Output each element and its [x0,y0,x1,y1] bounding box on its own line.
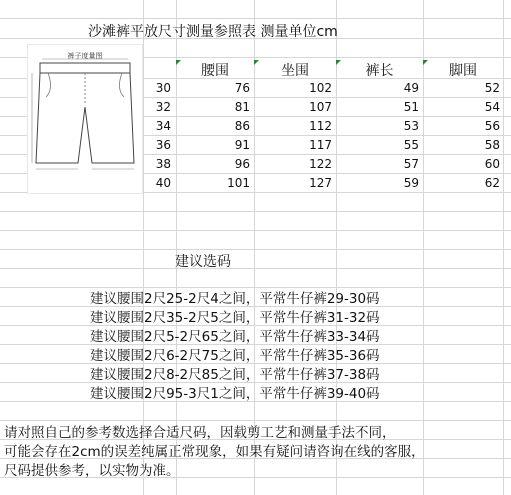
hip-cell: 127 [309,176,332,190]
size-cell: 36 [155,138,171,152]
recommendation-item: 建议腰围2尺6-2尺75之间，平常牛仔裤35-36码 [90,348,380,364]
cell-comment-marker [336,60,341,65]
note-line: 可能会存在2cm的误差纯属正常现象，如果有疑问请咨询在线的客服， [4,444,425,460]
recommendation-item: 建议腰围2尺95-3尺1之间，平常牛仔裤39-40码 [90,386,380,402]
leg-cell: 54 [484,100,500,114]
leg-cell: 56 [484,119,500,133]
header-leg-opening: 脚围 [423,60,503,78]
image-caption: 裤子度量图 [67,52,103,60]
note-line: 尺码提供参考，以实物为准。 [4,463,180,479]
cell-comment-marker [254,60,259,65]
sheet-title: 沙滩裤平放尺寸测量参照表 测量单位cm [88,24,338,40]
recommendation-item: 建议腰围2尺25-2尺4之间，平常牛仔裤29-30码 [90,291,380,307]
recommendation-title: 建议选码 [175,254,231,270]
size-cell: 34 [155,119,171,133]
hip-cell: 112 [309,119,332,133]
waist-cell: 86 [234,119,250,133]
length-cell: 59 [403,176,419,190]
size-cell: 40 [155,176,171,190]
leg-cell: 52 [484,81,500,95]
header-hip: 坐围 [254,60,336,78]
waist-cell: 101 [227,176,250,190]
waist-cell: 81 [234,100,250,114]
leg-cell: 60 [484,157,500,171]
length-cell: 53 [403,119,419,133]
shorts-icon [28,45,142,193]
grid-line [0,18,511,19]
grid-line [0,249,511,250]
table-row [143,136,503,154]
waist-cell: 91 [234,138,250,152]
size-cell: 30 [155,81,171,95]
table-row [143,79,503,97]
length-cell: 49 [403,81,419,95]
grid-line [0,211,511,212]
recommendation-item: 建议腰围2尺8-2尺85之间，平常牛仔裤37-38码 [90,367,380,383]
length-cell: 55 [403,138,419,152]
hip-cell: 117 [309,138,332,152]
cell-comment-marker [176,60,181,65]
leg-cell: 62 [484,176,500,190]
table-row [143,117,503,135]
waist-cell: 76 [234,81,250,95]
grid-line [503,0,504,495]
cell-comment-marker [423,60,428,65]
grid-line [0,268,511,269]
recommendation-item: 建议腰围2尺5-2尺65之间，平常牛仔裤33-34码 [90,329,380,345]
length-cell: 51 [403,100,419,114]
hip-cell: 122 [309,157,332,171]
note-line: 请对照自己的参考数选择合适尺码，因载剪工艺和测量手法不同， [4,425,396,441]
hip-cell: 102 [309,81,332,95]
grid-line [0,230,511,231]
table-row [143,98,503,116]
length-cell: 57 [403,157,419,171]
header-waist: 腰围 [176,60,254,78]
recommendation-item: 建议腰围2尺35-2尺5之间，平常牛仔裤31-32码 [90,310,380,326]
leg-cell: 58 [484,138,500,152]
hip-cell: 107 [309,100,332,114]
size-cell: 38 [155,157,171,171]
header-length: 裤长 [336,60,423,78]
size-cell: 32 [155,100,171,114]
waist-cell: 96 [234,157,250,171]
pants-measurement-image [27,44,143,194]
table-row [143,155,503,173]
table-row [143,174,503,192]
